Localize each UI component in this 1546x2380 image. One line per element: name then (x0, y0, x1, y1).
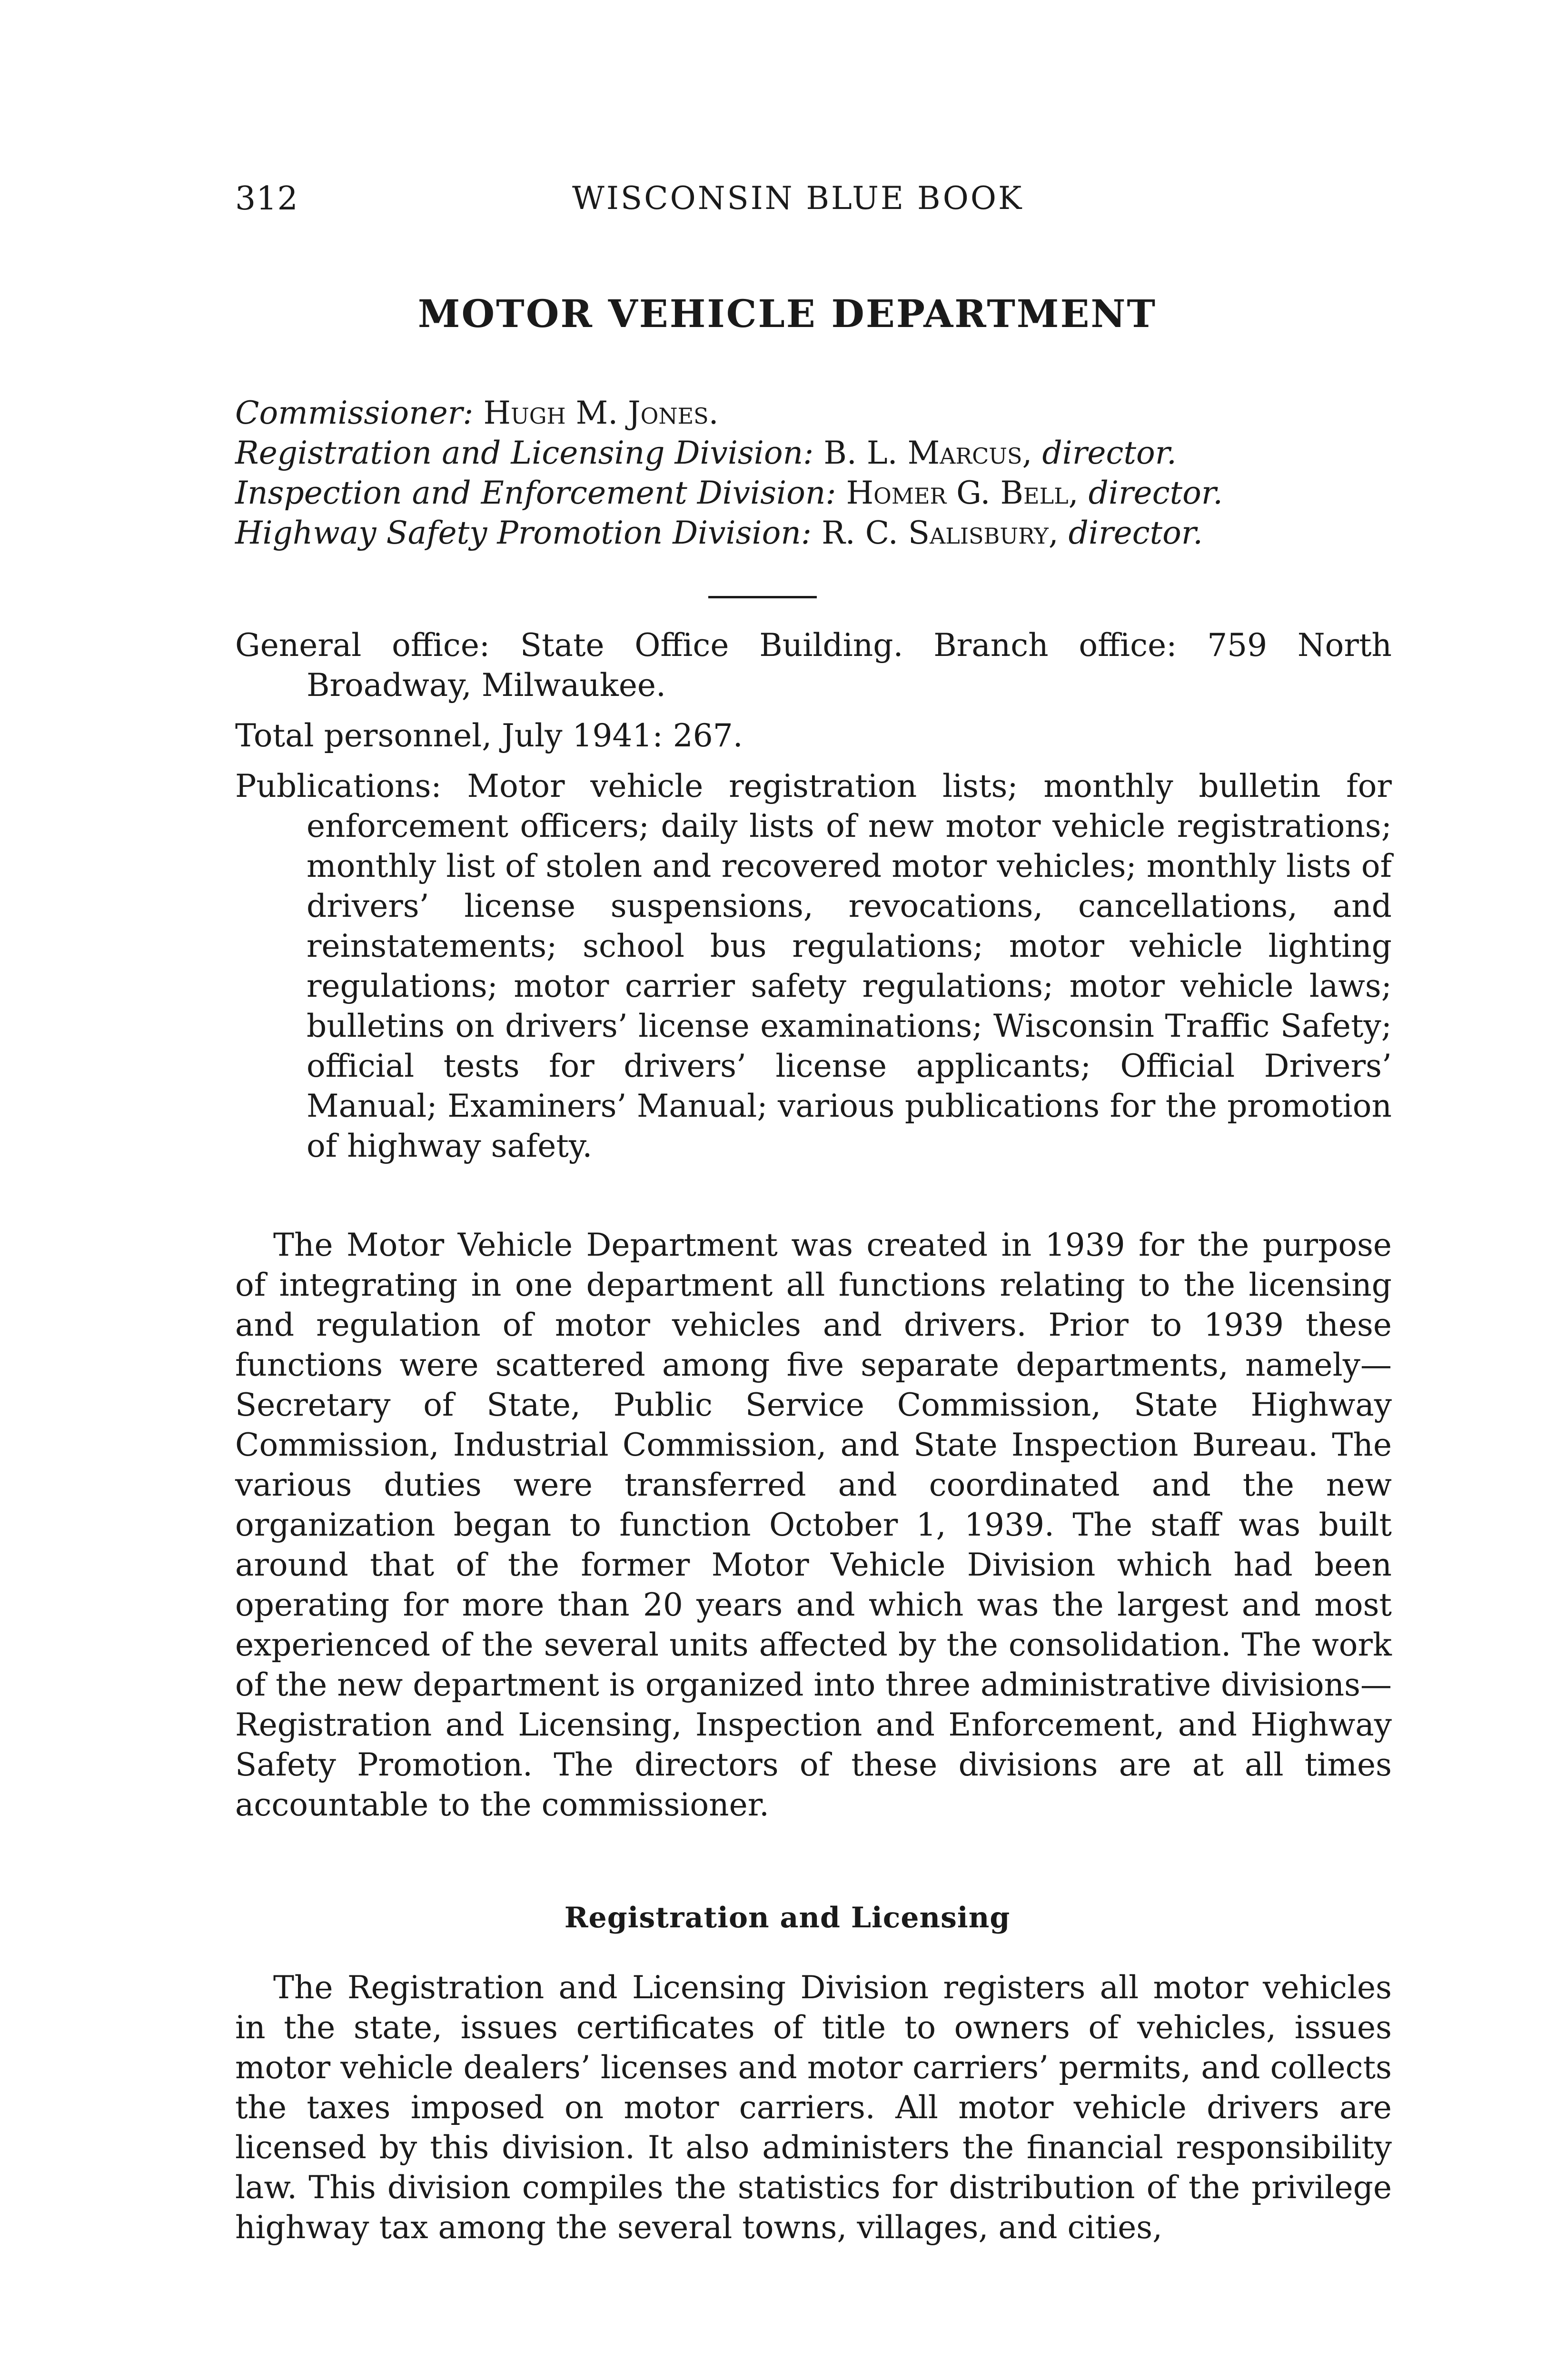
official-name: Homer G. Bell, (846, 475, 1079, 511)
official-role: Commissioner (235, 395, 463, 431)
official-title: director. (1088, 475, 1223, 511)
official-commissioner: Commissioner: Hugh M. Jones. (235, 395, 719, 431)
page-number: 312 (235, 180, 298, 218)
official-name: R. C. Salisbury, (822, 515, 1059, 551)
official-name: Hugh M. Jones. (483, 395, 719, 431)
department-title: MOTOR VEHICLE DEPARTMENT (417, 291, 1157, 336)
registration-section (235, 1968, 1392, 2248)
section-heading: Registration and Licensing (564, 1901, 1011, 1934)
registration-paragraph: The Registration and Licensing Division registers all motor vehicles in the state, issues certificates of title to owners of vehicles, issues motor vehicle dealers’ licenses and motor carriers’ permits, and collects the taxes imposed on motor carriers. All motor vehicle drivers are licensed by this division. It also administers the financial responsibility law. This division compiles the statistics for distribution of the privilege highway tax among the several towns, villages, and cities, (235, 1969, 1392, 2246)
official-name: B. L. Marcus, (823, 435, 1032, 471)
official-role: Registration and Licensing Division (235, 435, 803, 471)
department-info (235, 625, 1392, 1177)
official-title: director. (1068, 515, 1203, 551)
section-divider (708, 596, 817, 598)
running-head (235, 180, 1387, 228)
officials-list (235, 393, 1401, 553)
personnel-entry: Total personnel, July 1941: 267. (235, 717, 743, 754)
intro-section (235, 1225, 1392, 1825)
official-inspection-director: Inspection and Enforcement Division: Homer G. Bell, director. (235, 475, 1223, 511)
book-title: WISCONSIN BLUE BOOK (572, 180, 1024, 217)
official-safety-director: Highway Safety Promotion Division: R. C. Salisbury, director. (235, 515, 1203, 551)
intro-paragraph: The Motor Vehicle Department was created in 1939 for the purpose of integrating in one department all functions relating to the licensing and regulation of motor vehicles and drivers. Prior to 1939 these functions were scattered among five separate departments, namely—Secretary of State, Public Service Commission, State Highway Commission, Industrial Commission, and State Inspection Bureau. The various duties were transferred and coordinated and the new organization began to function October 1, 1939. The staff was built around that of the former Motor Vehicle Division which had been operating for more than 20 years and which was the largest and most experienced of the several units affected by the consolidation. The work of the new department is organized into three administrative divisions—Registration and Licensing, Inspection and Enforcement, and Highway Safety Promotion. The directors of these divisions are at all times accountable to the commissioner. (235, 1227, 1392, 1823)
offices-entry: General office: State Office Building. Branch office: 759 North Broadway, Milwaukee. (235, 627, 1392, 704)
official-title: director. (1042, 435, 1177, 471)
official-role: Inspection and Enforcement Division (235, 475, 826, 511)
official-registration-director: Registration and Licensing Division: B. L. Marcus, director. (235, 435, 1177, 471)
official-role: Highway Safety Promotion Division (235, 515, 801, 551)
publications-entry: Publications: Motor vehicle registration lists; monthly bulletin for enforcement officers; daily lists of new motor vehicle registrations; monthly list of stolen and recovered motor vehicles; monthly lists of drivers’ license suspensions, revocations, cancellations, and reinstatements; school bus regulations; motor vehicle lighting regulations; motor carrier safety regulations; motor vehicle laws; bulletins on drivers’ license examinations; Wisconsin Traffic Safety; official tests for drivers’ license applicants; Official Drivers’ Manual; Examiners’ Manual; various publications for the promotion of highway safety. (235, 768, 1392, 1164)
